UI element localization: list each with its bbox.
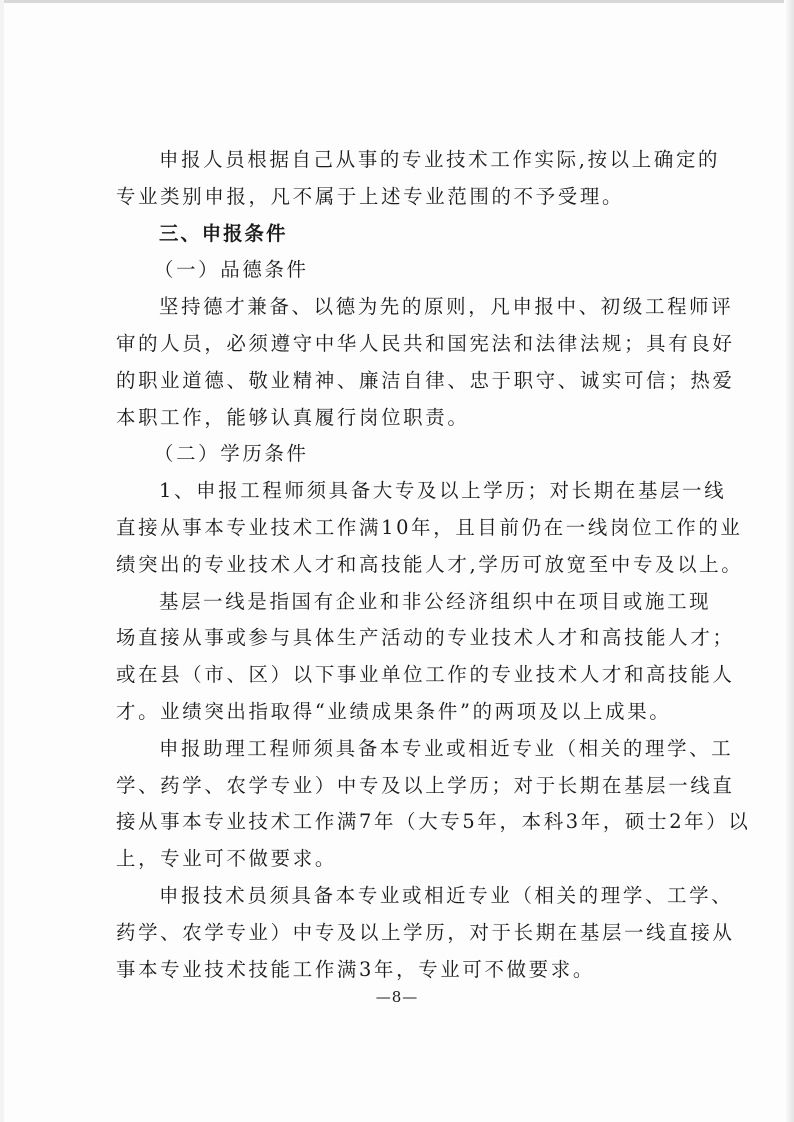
scan-edge-left (0, 0, 4, 1122)
scan-edge-right (784, 0, 794, 1122)
text-line: 事本专业技术技能工作满3年，专业可不做要求。 (116, 957, 595, 981)
document-body (116, 142, 751, 988)
text-line: 场直接从事或参与具体生产活动的专业技术人才和高技能人才； (116, 626, 735, 650)
text-line: 申报技术员须具备本专业或相近专业（相关的理学、工学、 (159, 883, 734, 907)
subsection-heading: （二）学历条件 (154, 442, 309, 466)
text-line: 直接从事本专业技术工作满10年，且目前仍在一线岗位工作的业 (116, 515, 743, 539)
text-line: 才。业绩突出指取得“业绩成果条件”的两项及以上成果。 (116, 699, 672, 723)
text-line: 坚持德才兼备、以德为先的原则，凡申报中、初级工程师评 (159, 295, 734, 319)
section-heading: 三、申报条件 (159, 221, 288, 245)
text-line: 接从事本专业技术工作满7年（大专5年，本科3年，硕士2年）以 (116, 810, 751, 834)
text-line: 上，专业可不做要求。 (116, 847, 337, 871)
scan-edge-top (0, 0, 794, 3)
page-number: —8— (375, 988, 419, 1006)
text-line: 绩突出的专业技术人才和高技能人才,学历可放宽至中专及以上。 (116, 552, 744, 576)
text-line: 或在县（市、区）以下事业单位工作的专业技术人才和高技能人 (116, 663, 735, 687)
text-line: 审的人员，必须遵守中华人民共和国宪法和法律法规；具有良好 (116, 331, 735, 355)
text-line: 申报人员根据自己从事的专业技术工作实际,按以上确定的 (159, 148, 721, 171)
subsection-heading: （一）品德条件 (154, 258, 309, 282)
text-line: 药学、农学专业）中专及以上学历，对于长期在基层一线直接从 (116, 920, 735, 944)
text-line: 学、药学、农学专业）中专及以上学历；对于长期在基层一线直 (116, 773, 735, 797)
text-line: 的职业道德、敬业精神、廉洁自律、忠于职守、诚实可信；热爱 (116, 368, 735, 392)
text-line: 本职工作，能够认真履行岗位职责。 (116, 405, 470, 429)
text-line: 1、申报工程师须具备大专及以上学历；对长期在基层一线 (159, 479, 727, 503)
text-line: 专业类别申报，凡不属于上述专业范围的不予受理。 (116, 184, 625, 208)
text-line: 申报助理工程师须具备本专业或相近专业（相关的理学、工 (159, 736, 734, 760)
text-line: 基层一线是指国有企业和非公经济组织中在项目或施工现 (159, 589, 712, 613)
